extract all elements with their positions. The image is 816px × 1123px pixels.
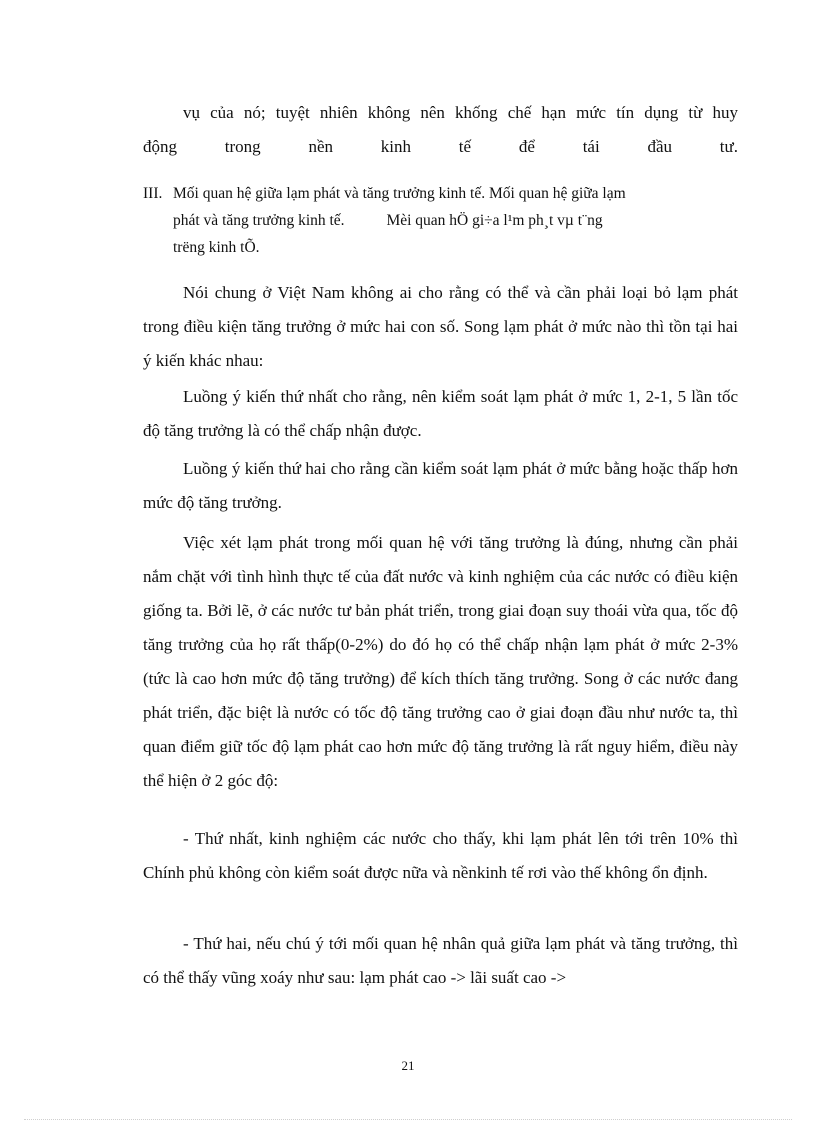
continuation-paragraph [143,96,738,164]
heading-line-2-text: phát và tăng trưởng kinh tế. [173,212,345,229]
section-number: III. [143,185,163,202]
footer-divider [24,1119,792,1120]
heading-line-1: Mối quan hệ giữa lạm phát và tăng trưởng kinh tế. Mối quan hệ giữa lạm [173,185,626,202]
continuation-line-2: động trong nền kinh tế để tái đầu tư. [143,137,738,156]
section-heading [143,180,743,261]
page-number: 21 [401,1058,415,1073]
heading-line-3-garbled: trëng kinh tÕ. [173,239,260,256]
paragraph-6: - Thứ hai, nếu chú ý tới mối quan hệ nhân quả giữa lạm phát và tăng trưởng, thì có thể thấy vũng xoáy như sau: lạm phát cao -> lãi suất cao -> [143,934,738,987]
paragraph-5: - Thứ nhất, kinh nghiệm các nước cho thấy, khi lạm phát lên tới trên 10% thì Chính phủ không còn kiểm soát được nữa và nềnkinh tế rơi vào thế không ổn định. [143,829,738,882]
heading-line-2-garbled: Mèi quan hÖ gi÷a l¹m ph¸t vµ t¨ng [386,212,603,229]
paragraph-1: Nói chung ở Việt Nam không ai cho rằng có thể và cần phải loại bỏ lạm phát trong điều kiện tăng trưởng ở mức hai con số. Song lạm phát ở mức nào thì tồn tại hai ý kiến khác nhau: [143,283,738,370]
heading-line-2 [173,207,743,234]
paragraph-4: Việc xét lạm phát trong mối quan hệ với tăng trưởng là đúng, nhưng cần phải nắm chặt với tình hình thực tế của đất nước và kinh nghiệm của các nước có điều kiện giống ta. Bởi lẽ, ở các nước tư bản phát triển, trong giai đoạn suy thoái vừa qua, tốc độ tăng trưởng của họ rất thấp(0-2%) do đó họ có thể chấp nhận lạm phát ở mức 2-3% (tức là cao hơn mức độ tăng trưởng) để kích thích tăng trưởng. Song ở các nước đang phát triển, đặc biệt là nước có tốc độ tăng trưởng cao ở giai đoạn đầu như nước ta, thì quan điểm giữ tốc độ lạm phát cao hơn mức độ tăng trưởng là rất nguy hiểm, điều này thể hiện ở 2 góc độ: [143,533,738,790]
paragraph-3: Luồng ý kiến thứ hai cho rằng cần kiểm soát lạm phát ở mức bằng hoặc thấp hơn mức độ tăng trưởng. [143,459,738,512]
paragraph-2: Luồng ý kiến thứ nhất cho rằng, nên kiểm soát lạm phát ở mức 1, 2-1, 5 lần tốc độ tăng trưởng là có thể chấp nhận được. [143,387,738,440]
continuation-line-1: vụ của nó; tuyệt nhiên không nên khống chế hạn mức tín dụng từ huy [183,103,738,122]
